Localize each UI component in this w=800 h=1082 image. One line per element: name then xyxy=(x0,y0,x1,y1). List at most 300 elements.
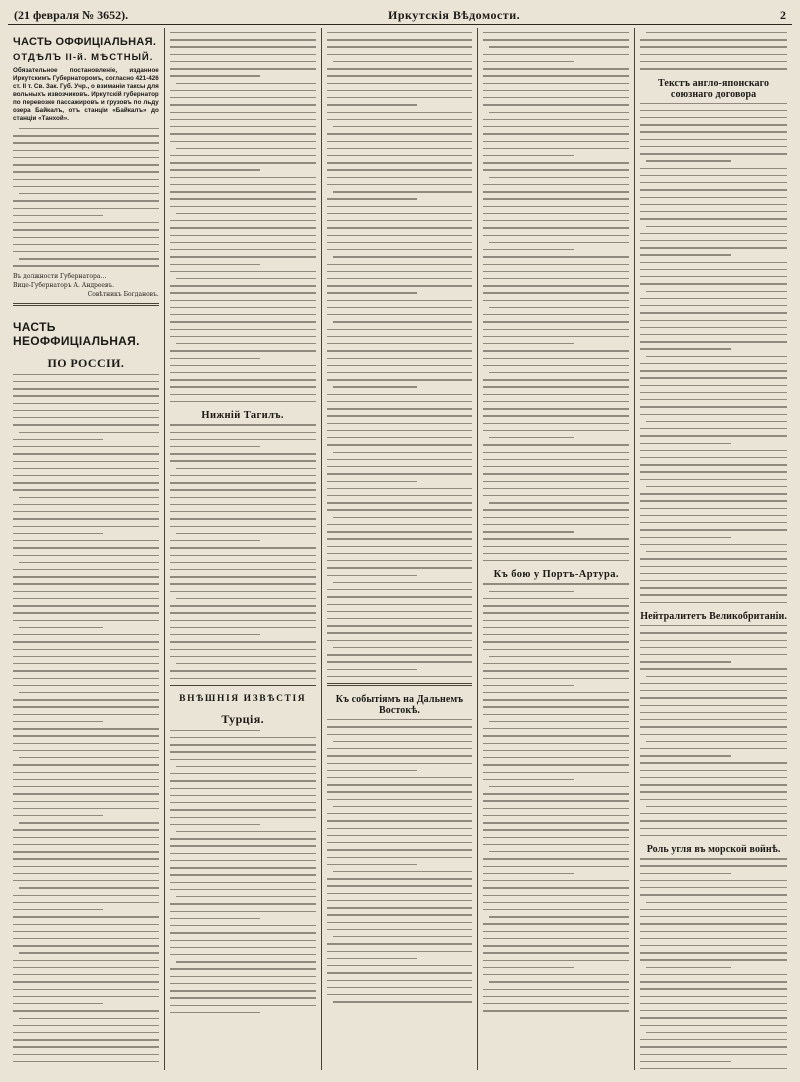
text-line xyxy=(483,271,629,272)
text-line xyxy=(13,837,159,838)
text-line xyxy=(327,589,473,590)
text-line xyxy=(327,770,417,771)
text-line xyxy=(640,594,787,595)
text-line xyxy=(483,285,629,286)
text-line xyxy=(170,54,316,55)
text-line xyxy=(170,292,316,293)
text-line xyxy=(483,488,629,489)
text-line xyxy=(327,300,473,301)
text-line xyxy=(170,744,316,745)
text-line xyxy=(483,815,629,816)
text-line xyxy=(483,75,629,76)
text-line xyxy=(170,141,316,142)
text-line xyxy=(327,97,473,98)
text-line xyxy=(170,314,316,315)
text-line xyxy=(13,938,159,939)
text-line xyxy=(327,538,473,539)
text-line xyxy=(13,815,103,816)
text-line xyxy=(640,625,787,626)
text-line xyxy=(327,885,473,886)
text-line xyxy=(483,649,629,650)
text-line xyxy=(640,218,787,219)
text-line xyxy=(13,511,159,512)
text-line xyxy=(489,721,629,722)
issue-date: (21 февраля № 3652). xyxy=(14,7,129,22)
text-block xyxy=(13,374,159,1063)
text-line xyxy=(13,583,159,584)
text-line xyxy=(640,959,787,960)
text-line xyxy=(640,690,787,691)
text-block xyxy=(483,583,629,1011)
text-line xyxy=(483,612,629,613)
text-line xyxy=(483,459,629,460)
text-line xyxy=(327,640,473,641)
signature-vice-governor: Вице-Губернаторъ А. Андреевъ. xyxy=(13,281,115,289)
text-line xyxy=(483,249,573,250)
text-line xyxy=(483,931,629,932)
text-line xyxy=(13,410,159,411)
text-line xyxy=(333,936,473,937)
text-line xyxy=(170,874,316,875)
text-line xyxy=(13,555,159,556)
text-line xyxy=(170,569,316,570)
text-line xyxy=(19,562,159,563)
text-line xyxy=(13,612,159,613)
text-line xyxy=(170,177,316,178)
text-line xyxy=(646,160,731,161)
treaty-text-heading: Текстъ англо-японскаго союзнаго договора xyxy=(658,77,770,100)
foreign-news-heading: ВНѢШНІЯ ИЗВѢСТІЯ xyxy=(179,693,307,704)
text-line xyxy=(640,952,787,953)
text-line xyxy=(640,697,787,698)
text-line xyxy=(640,298,787,299)
text-line xyxy=(489,916,629,917)
text-line xyxy=(13,1003,103,1004)
unofficial-part-heading: ЧАСТЬ НЕОФФИЦІАЛЬНАЯ. xyxy=(13,319,140,348)
text-line xyxy=(13,533,103,534)
text-line xyxy=(170,112,316,113)
text-line xyxy=(170,350,316,351)
text-line xyxy=(489,656,629,657)
text-line xyxy=(483,822,629,823)
text-line xyxy=(170,104,316,105)
text-line xyxy=(483,960,629,961)
text-line xyxy=(640,938,787,939)
text-line xyxy=(640,392,787,393)
text-line xyxy=(176,961,316,962)
text-line xyxy=(640,46,787,47)
text-line xyxy=(640,320,787,321)
text-line xyxy=(640,471,787,472)
text-line xyxy=(327,857,473,858)
text-line xyxy=(483,68,629,69)
text-line xyxy=(640,435,787,436)
text-line xyxy=(640,712,787,713)
column-4 xyxy=(478,28,635,1070)
text-line xyxy=(640,762,787,763)
text-line xyxy=(483,641,629,642)
text-line xyxy=(333,806,473,807)
text-line xyxy=(170,751,316,752)
text-line xyxy=(640,573,787,574)
text-line xyxy=(170,809,316,810)
text-line xyxy=(170,155,316,156)
text-line xyxy=(640,283,787,284)
text-line xyxy=(327,914,473,915)
text-line xyxy=(333,256,473,257)
text-line xyxy=(483,923,629,924)
text-block xyxy=(13,128,159,267)
text-line xyxy=(170,583,316,584)
text-line xyxy=(327,46,473,47)
text-line xyxy=(483,473,629,474)
text-line xyxy=(483,321,629,322)
text-line xyxy=(19,952,159,953)
text-line xyxy=(640,813,787,814)
text-line xyxy=(640,916,787,917)
text-line xyxy=(170,460,316,461)
text-line xyxy=(327,907,473,908)
text-line xyxy=(19,627,103,628)
text-line xyxy=(483,1003,629,1004)
text-line xyxy=(640,110,787,111)
text-line xyxy=(640,974,787,975)
text-line xyxy=(483,620,629,621)
text-line xyxy=(640,858,787,859)
text-line xyxy=(327,365,473,366)
text-line xyxy=(327,133,473,134)
text-line xyxy=(483,989,629,990)
text-line xyxy=(13,142,159,143)
text-line xyxy=(327,958,417,959)
text-line xyxy=(327,32,473,33)
text-line xyxy=(170,119,316,120)
text-line xyxy=(483,873,573,874)
text-line xyxy=(170,336,316,337)
text-line xyxy=(327,560,473,561)
text-line xyxy=(640,211,787,212)
text-line xyxy=(333,321,473,322)
columns xyxy=(8,28,792,1070)
section-divider xyxy=(13,303,159,306)
text-line xyxy=(483,83,629,84)
text-line xyxy=(170,256,316,257)
text-line xyxy=(13,866,159,867)
text-line xyxy=(640,312,787,313)
text-line xyxy=(640,124,787,125)
text-line xyxy=(13,1054,159,1055)
text-line xyxy=(13,244,159,245)
text-line xyxy=(327,893,473,894)
text-line xyxy=(13,265,159,266)
text-line xyxy=(327,90,473,91)
text-line xyxy=(19,822,159,823)
text-line xyxy=(646,1032,787,1033)
text-line xyxy=(489,177,629,178)
text-line xyxy=(333,126,473,127)
text-line xyxy=(19,432,159,433)
text-line xyxy=(483,634,629,635)
text-line xyxy=(483,169,629,170)
text-line xyxy=(640,1003,787,1004)
text-line xyxy=(327,162,473,163)
text-line xyxy=(13,157,159,158)
text-line xyxy=(483,430,629,431)
text-line xyxy=(327,206,473,207)
text-line xyxy=(483,531,573,532)
text-line xyxy=(327,242,473,243)
text-line xyxy=(640,68,787,69)
text-line xyxy=(327,329,473,330)
text-line xyxy=(483,880,629,881)
text-line xyxy=(19,887,159,888)
text-line xyxy=(170,394,316,395)
text-line xyxy=(333,452,473,453)
text-line xyxy=(13,989,159,990)
text-line xyxy=(13,678,159,679)
text-line xyxy=(170,737,316,738)
text-line xyxy=(483,423,629,424)
text-line xyxy=(170,802,316,803)
text-line xyxy=(640,493,787,494)
text-line xyxy=(170,249,316,250)
text-line xyxy=(13,229,159,230)
text-line xyxy=(640,139,787,140)
text-line xyxy=(170,32,316,33)
text-line xyxy=(640,654,787,655)
text-line xyxy=(483,379,629,380)
text-line xyxy=(483,343,573,344)
text-line xyxy=(19,497,159,498)
text-line xyxy=(327,719,473,720)
text-line xyxy=(327,148,473,149)
text-line xyxy=(483,699,629,700)
text-line xyxy=(646,356,787,357)
text-line xyxy=(646,902,787,903)
text-line xyxy=(483,974,629,975)
text-line xyxy=(170,620,316,621)
text-line xyxy=(176,148,316,149)
text-line xyxy=(13,793,159,794)
text-line xyxy=(327,676,473,677)
text-line xyxy=(483,54,629,55)
text-line xyxy=(13,858,159,859)
text-line xyxy=(327,980,473,981)
text-line xyxy=(13,374,159,375)
text-line xyxy=(640,406,787,407)
text-line xyxy=(640,341,787,342)
text-line xyxy=(640,661,731,662)
text-line xyxy=(327,929,473,930)
text-line xyxy=(640,247,787,248)
text-line xyxy=(483,829,629,830)
text-line xyxy=(170,489,316,490)
text-line xyxy=(483,148,629,149)
text-line xyxy=(333,871,473,872)
text-line xyxy=(13,381,159,382)
text-line xyxy=(170,940,316,941)
text-line xyxy=(483,155,573,156)
text-line xyxy=(483,714,629,715)
text-block xyxy=(640,858,787,1070)
text-line xyxy=(640,558,787,559)
page-number: 2 xyxy=(779,7,786,22)
text-line xyxy=(170,903,316,904)
text-line xyxy=(327,141,473,142)
text-line xyxy=(327,755,473,756)
text-line xyxy=(170,612,316,613)
text-line xyxy=(640,262,787,263)
text-line xyxy=(640,640,787,641)
text-line xyxy=(483,415,629,416)
text-line xyxy=(170,39,316,40)
text-line xyxy=(483,32,629,33)
text-line xyxy=(327,842,473,843)
text-line xyxy=(170,641,316,642)
text-line xyxy=(483,685,573,686)
text-line xyxy=(483,627,629,628)
text-line xyxy=(327,155,473,156)
text-line xyxy=(327,271,473,272)
text-line xyxy=(483,329,629,330)
text-line xyxy=(13,468,159,469)
text-line xyxy=(13,880,159,881)
text-line xyxy=(483,663,629,664)
column-5 xyxy=(635,28,792,1070)
text-line xyxy=(13,461,159,462)
text-line xyxy=(327,343,473,344)
text-line xyxy=(640,770,787,771)
text-line xyxy=(640,1017,787,1018)
text-line xyxy=(327,423,473,424)
text-line xyxy=(640,117,787,118)
text-line xyxy=(170,983,316,984)
text-line xyxy=(489,502,629,503)
text-line xyxy=(13,135,159,136)
text-line xyxy=(13,663,159,664)
text-line xyxy=(327,292,417,293)
text-line xyxy=(640,1068,787,1069)
text-line xyxy=(640,334,787,335)
text-line xyxy=(640,799,787,800)
text-line xyxy=(483,728,629,729)
text-line xyxy=(176,598,316,599)
text-line xyxy=(170,446,260,447)
text-line xyxy=(13,685,159,686)
text-line xyxy=(483,779,573,780)
text-line xyxy=(333,517,473,518)
text-line xyxy=(640,894,787,895)
section-divider xyxy=(170,685,316,686)
text-line xyxy=(13,504,159,505)
text-line xyxy=(640,414,787,415)
text-line xyxy=(640,777,787,778)
text-line xyxy=(640,131,787,132)
text-line xyxy=(176,831,316,832)
text-line xyxy=(640,996,787,997)
text-line xyxy=(327,358,473,359)
text-line xyxy=(170,307,316,308)
text-line xyxy=(13,1025,159,1026)
text-line xyxy=(483,1010,629,1011)
text-line xyxy=(170,482,316,483)
text-line xyxy=(483,895,629,896)
text-line xyxy=(170,97,316,98)
text-line xyxy=(483,365,629,366)
text-line xyxy=(327,632,473,633)
text-line xyxy=(327,198,417,199)
text-block xyxy=(170,730,316,1013)
newspaper-page xyxy=(8,6,792,1070)
text-line xyxy=(170,773,316,774)
text-line xyxy=(327,972,473,973)
text-line xyxy=(13,540,159,541)
text-line xyxy=(19,193,159,194)
text-line xyxy=(640,529,787,530)
text-line xyxy=(13,200,159,201)
text-line xyxy=(13,215,103,216)
text-line xyxy=(13,424,159,425)
text-block xyxy=(640,32,787,70)
text-line xyxy=(327,336,473,337)
text-line xyxy=(640,254,731,255)
text-line xyxy=(176,468,316,469)
text-line xyxy=(646,291,787,292)
text-line xyxy=(13,1032,159,1033)
text-line xyxy=(483,858,629,859)
text-line xyxy=(170,475,316,476)
text-line xyxy=(483,605,629,606)
text-line xyxy=(640,1025,787,1026)
text-line xyxy=(640,828,787,829)
text-line xyxy=(327,184,473,185)
text-line xyxy=(483,706,629,707)
text-line xyxy=(489,242,629,243)
text-line xyxy=(327,83,473,84)
text-block xyxy=(483,32,629,561)
text-line xyxy=(327,943,473,944)
text-line xyxy=(170,795,316,796)
text-line xyxy=(327,922,473,923)
text-line xyxy=(176,343,316,344)
text-line xyxy=(170,264,260,265)
text-line xyxy=(640,305,787,306)
text-line xyxy=(13,786,159,787)
text-line xyxy=(640,276,787,277)
text-line xyxy=(489,981,629,982)
text-line xyxy=(327,553,473,554)
text-line xyxy=(327,734,473,735)
text-line xyxy=(640,168,787,169)
text-line xyxy=(327,466,473,467)
text-line xyxy=(483,39,629,40)
text-line xyxy=(640,566,787,567)
text-line xyxy=(13,808,159,809)
text-line xyxy=(170,656,316,657)
text-line xyxy=(483,837,629,838)
text-line xyxy=(170,358,260,359)
text-line xyxy=(483,495,629,496)
text-line xyxy=(327,965,473,966)
text-line xyxy=(13,251,159,252)
text-line xyxy=(483,61,573,62)
text-line xyxy=(170,540,260,541)
text-line xyxy=(327,213,473,214)
text-line xyxy=(327,596,473,597)
text-line xyxy=(13,518,159,519)
text-line xyxy=(170,853,316,854)
text-line xyxy=(483,466,629,467)
